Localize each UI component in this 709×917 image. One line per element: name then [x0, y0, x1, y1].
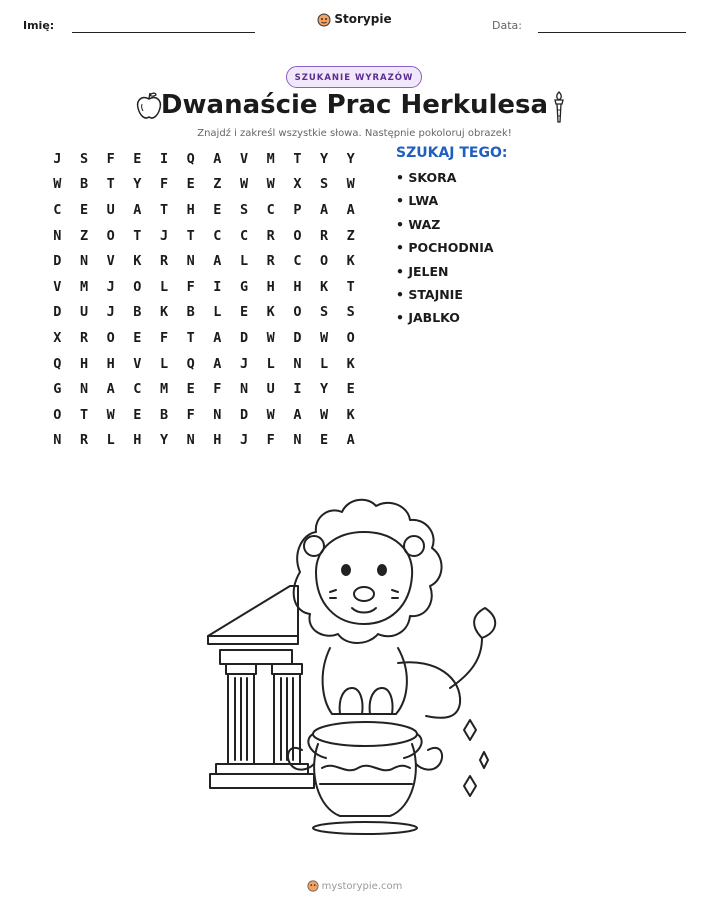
grid-letter[interactable]: T: [186, 329, 195, 346]
grid-row: [44, 146, 364, 172]
grid-letter[interactable]: E: [133, 150, 142, 167]
grid-letter[interactable]: O: [133, 278, 142, 295]
grid-letter[interactable]: S: [346, 304, 355, 321]
grid-letter[interactable]: U: [79, 304, 89, 321]
grid-letter[interactable]: N: [213, 406, 222, 423]
grid-letter[interactable]: M: [159, 381, 169, 398]
grid-row: [44, 376, 364, 402]
grid-letter[interactable]: L: [319, 355, 329, 372]
grid-letter[interactable]: K: [266, 304, 275, 321]
grid-letter[interactable]: R: [266, 253, 275, 270]
grid-letter[interactable]: D: [293, 329, 302, 346]
footer: [0, 880, 709, 892]
brand-name: Storypie: [334, 12, 392, 26]
grid-letter[interactable]: T: [186, 227, 195, 244]
grid-letter[interactable]: U: [266, 381, 275, 398]
grid-letter[interactable]: R: [266, 227, 275, 244]
grid-letter[interactable]: H: [266, 278, 275, 295]
grid-letter[interactable]: B: [79, 176, 89, 193]
sparkle-icon: [464, 776, 476, 796]
grid-letter[interactable]: N: [186, 253, 195, 270]
sparkle-icon: [464, 720, 476, 740]
word-list-item: • LWA: [396, 193, 439, 209]
grid-letter[interactable]: Y: [133, 176, 142, 193]
grid-letter[interactable]: T: [346, 278, 355, 295]
grid-letter[interactable]: B: [133, 304, 142, 321]
grid-letter[interactable]: N: [186, 432, 195, 449]
grid-letter[interactable]: D: [53, 304, 62, 321]
grid-letter[interactable]: W: [106, 406, 115, 423]
grid-row: [44, 223, 364, 249]
grid-letter[interactable]: A: [293, 406, 302, 423]
grid-letter[interactable]: R: [159, 253, 169, 270]
grid-letter[interactable]: I: [159, 150, 169, 167]
grid-letter[interactable]: O: [53, 406, 62, 423]
grid-letter[interactable]: W: [53, 176, 62, 193]
grid-letter[interactable]: A: [213, 253, 222, 270]
storypie-mascot-icon: [317, 13, 331, 27]
grid-letter[interactable]: H: [79, 355, 89, 372]
grid-letter[interactable]: R: [79, 329, 89, 346]
grid-letter[interactable]: O: [106, 329, 115, 346]
name-field-line[interactable]: [72, 32, 255, 33]
grid-letter[interactable]: H: [293, 278, 302, 295]
grid-letter[interactable]: H: [106, 355, 115, 372]
grid-letter[interactable]: N: [293, 432, 302, 449]
grid-letter[interactable]: E: [133, 406, 142, 423]
grid-letter[interactable]: K: [346, 355, 355, 372]
torch-icon: [551, 90, 567, 124]
grid-letter[interactable]: W: [319, 406, 329, 423]
grid-letter[interactable]: Y: [159, 432, 169, 449]
grid-letter[interactable]: T: [79, 406, 89, 423]
grid-letter[interactable]: W: [319, 329, 329, 346]
grid-letter[interactable]: Y: [319, 150, 329, 167]
grid-letter[interactable]: A: [133, 201, 142, 218]
grid-letter[interactable]: O: [293, 227, 302, 244]
grid-letter[interactable]: H: [213, 432, 222, 449]
grid-letter[interactable]: C: [239, 227, 249, 244]
grid-letter[interactable]: F: [106, 150, 115, 167]
grid-letter[interactable]: J: [106, 304, 115, 321]
grid-letter[interactable]: S: [79, 150, 89, 167]
grid-letter[interactable]: E: [239, 304, 249, 321]
grid-letter[interactable]: V: [239, 150, 249, 167]
grid-letter[interactable]: F: [213, 381, 222, 398]
grid-letter[interactable]: S: [319, 304, 329, 321]
date-field-line[interactable]: [538, 32, 686, 33]
word-list-item: • JABLKO: [396, 310, 460, 326]
grid-letter[interactable]: L: [266, 355, 275, 372]
grid-letter[interactable]: C: [53, 201, 62, 218]
instructions: Znajdź i zakreśl wszystkie słowa. Następnie pokoloruj obrazek!: [197, 128, 512, 139]
grid-letter[interactable]: B: [159, 406, 169, 423]
grid-letter[interactable]: I: [293, 381, 302, 398]
grid-letter[interactable]: E: [79, 201, 89, 218]
grid-letter[interactable]: G: [53, 381, 62, 398]
grid-letter[interactable]: T: [106, 176, 115, 193]
grid-letter[interactable]: M: [79, 278, 89, 295]
grid-letter[interactable]: P: [293, 201, 302, 218]
vase-drawing: [288, 722, 442, 834]
grid-letter[interactable]: L: [106, 432, 115, 449]
grid-row: [44, 274, 364, 300]
grid-letter[interactable]: E: [346, 381, 355, 398]
grid-letter[interactable]: T: [159, 201, 169, 218]
grid-letter[interactable]: N: [293, 355, 302, 372]
sparkle-icon: [480, 752, 488, 768]
grid-letter[interactable]: L: [159, 355, 169, 372]
grid-letter[interactable]: A: [213, 150, 222, 167]
grid-letter[interactable]: O: [319, 253, 329, 270]
grid-letter[interactable]: Q: [53, 355, 62, 372]
grid-letter[interactable]: Z: [213, 176, 222, 193]
grid-row: [44, 300, 364, 326]
grid-letter[interactable]: N: [53, 227, 62, 244]
grid-letter[interactable]: T: [293, 150, 302, 167]
grid-letter[interactable]: C: [133, 381, 142, 398]
grid-letter[interactable]: K: [133, 253, 142, 270]
grid-letter[interactable]: Y: [346, 150, 355, 167]
grid-letter[interactable]: C: [293, 253, 302, 270]
grid-letter[interactable]: K: [319, 278, 329, 295]
grid-letter[interactable]: J: [159, 227, 169, 244]
grid-letter[interactable]: X: [293, 176, 302, 193]
grid-row: [44, 172, 364, 198]
grid-letter[interactable]: D: [239, 406, 249, 423]
lion-drawing: [294, 500, 496, 718]
date-label: Data:: [492, 19, 522, 32]
grid-row: [44, 428, 364, 454]
grid-letter[interactable]: R: [319, 227, 329, 244]
grid-letter[interactable]: X: [53, 329, 62, 346]
grid-row: [44, 402, 364, 428]
grid-letter[interactable]: Q: [186, 150, 195, 167]
grid-letter[interactable]: L: [213, 304, 222, 321]
grid-letter[interactable]: F: [186, 406, 195, 423]
word-list-heading: SZUKAJ TEGO:: [396, 145, 508, 161]
grid-letter[interactable]: J: [239, 432, 249, 449]
grid-letter[interactable]: Z: [79, 227, 89, 244]
grid-letter[interactable]: I: [213, 278, 222, 295]
grid-letter[interactable]: E: [186, 381, 195, 398]
brand-logo: [0, 12, 709, 27]
word-list-item: • STAJNIE: [396, 286, 463, 302]
page-title: Dwanaście Prac Herkulesa: [160, 90, 549, 120]
grid-letter[interactable]: V: [133, 355, 142, 372]
grid-letter[interactable]: O: [106, 227, 115, 244]
lion-coloring-illustration: [200, 488, 510, 848]
grid-letter[interactable]: W: [266, 176, 275, 193]
storypie-mascot-icon: [307, 880, 319, 892]
grid-letter[interactable]: M: [266, 150, 275, 167]
grid-letter[interactable]: H: [133, 432, 142, 449]
word-search-grid: [44, 146, 364, 453]
name-label: Imię:: [23, 19, 55, 32]
grid-letter[interactable]: A: [346, 201, 355, 218]
grid-letter[interactable]: C: [213, 227, 222, 244]
grid-letter[interactable]: W: [266, 329, 275, 346]
word-list-item: • POCHODNIA: [396, 240, 494, 256]
grid-letter[interactable]: A: [346, 432, 355, 449]
grid-letter[interactable]: O: [293, 304, 302, 321]
grid-row: [44, 197, 364, 223]
grid-letter[interactable]: A: [106, 381, 115, 398]
grid-letter[interactable]: F: [266, 432, 275, 449]
grid-letter[interactable]: E: [213, 201, 222, 218]
grid-letter[interactable]: E: [186, 176, 195, 193]
grid-letter[interactable]: L: [159, 278, 169, 295]
grid-letter[interactable]: G: [239, 278, 249, 295]
grid-letter[interactable]: K: [159, 304, 169, 321]
grid-letter[interactable]: Q: [186, 355, 195, 372]
grid-letter[interactable]: F: [159, 176, 169, 193]
word-list-item: • SKORA: [396, 170, 457, 185]
grid-letter[interactable]: W: [266, 406, 275, 423]
grid-letter[interactable]: R: [79, 432, 89, 449]
grid-row: [44, 325, 364, 351]
grid-letter[interactable]: Y: [319, 381, 329, 398]
word-list-item: • WAZ: [396, 216, 441, 232]
grid-letter[interactable]: K: [346, 253, 355, 270]
grid-letter[interactable]: A: [213, 355, 222, 372]
grid-letter[interactable]: Z: [346, 227, 355, 244]
grid-letter[interactable]: F: [159, 329, 169, 346]
grid-letter[interactable]: E: [133, 329, 142, 346]
grid-letter[interactable]: D: [239, 329, 249, 346]
grid-letter[interactable]: V: [106, 253, 115, 270]
grid-letter[interactable]: N: [79, 381, 89, 398]
grid-letter[interactable]: N: [79, 253, 89, 270]
grid-letter[interactable]: A: [213, 329, 222, 346]
grid-letter[interactable]: H: [186, 201, 195, 218]
grid-letter[interactable]: S: [319, 176, 329, 193]
grid-letter[interactable]: L: [239, 253, 249, 270]
grid-letter[interactable]: W: [239, 176, 249, 193]
grid-letter[interactable]: E: [319, 432, 329, 449]
word-list: [396, 170, 494, 334]
grid-letter[interactable]: K: [346, 406, 355, 423]
word-list-item: • JELEN: [396, 263, 449, 279]
grid-letter[interactable]: V: [53, 278, 62, 295]
temple-drawing: [208, 586, 314, 788]
grid-letter[interactable]: O: [346, 329, 355, 346]
grid-letter[interactable]: J: [53, 150, 62, 167]
grid-row: [44, 351, 364, 377]
grid-letter[interactable]: J: [106, 278, 115, 295]
grid-row: [44, 248, 364, 274]
grid-letter[interactable]: T: [133, 227, 142, 244]
grid-letter[interactable]: C: [266, 201, 275, 218]
footer-url[interactable]: mystorypie.com: [321, 881, 403, 892]
grid-letter[interactable]: U: [106, 201, 115, 218]
grid-letter[interactable]: A: [319, 201, 329, 218]
grid-letter[interactable]: J: [239, 355, 249, 372]
grid-letter[interactable]: W: [346, 176, 355, 193]
grid-letter[interactable]: D: [53, 253, 62, 270]
grid-letter[interactable]: F: [186, 278, 195, 295]
puzzle-type-badge: SZUKANIE WYRAZÓW: [286, 66, 422, 88]
grid-letter[interactable]: N: [53, 432, 62, 449]
grid-letter[interactable]: N: [239, 381, 249, 398]
grid-letter[interactable]: B: [186, 304, 195, 321]
grid-letter[interactable]: S: [239, 201, 249, 218]
